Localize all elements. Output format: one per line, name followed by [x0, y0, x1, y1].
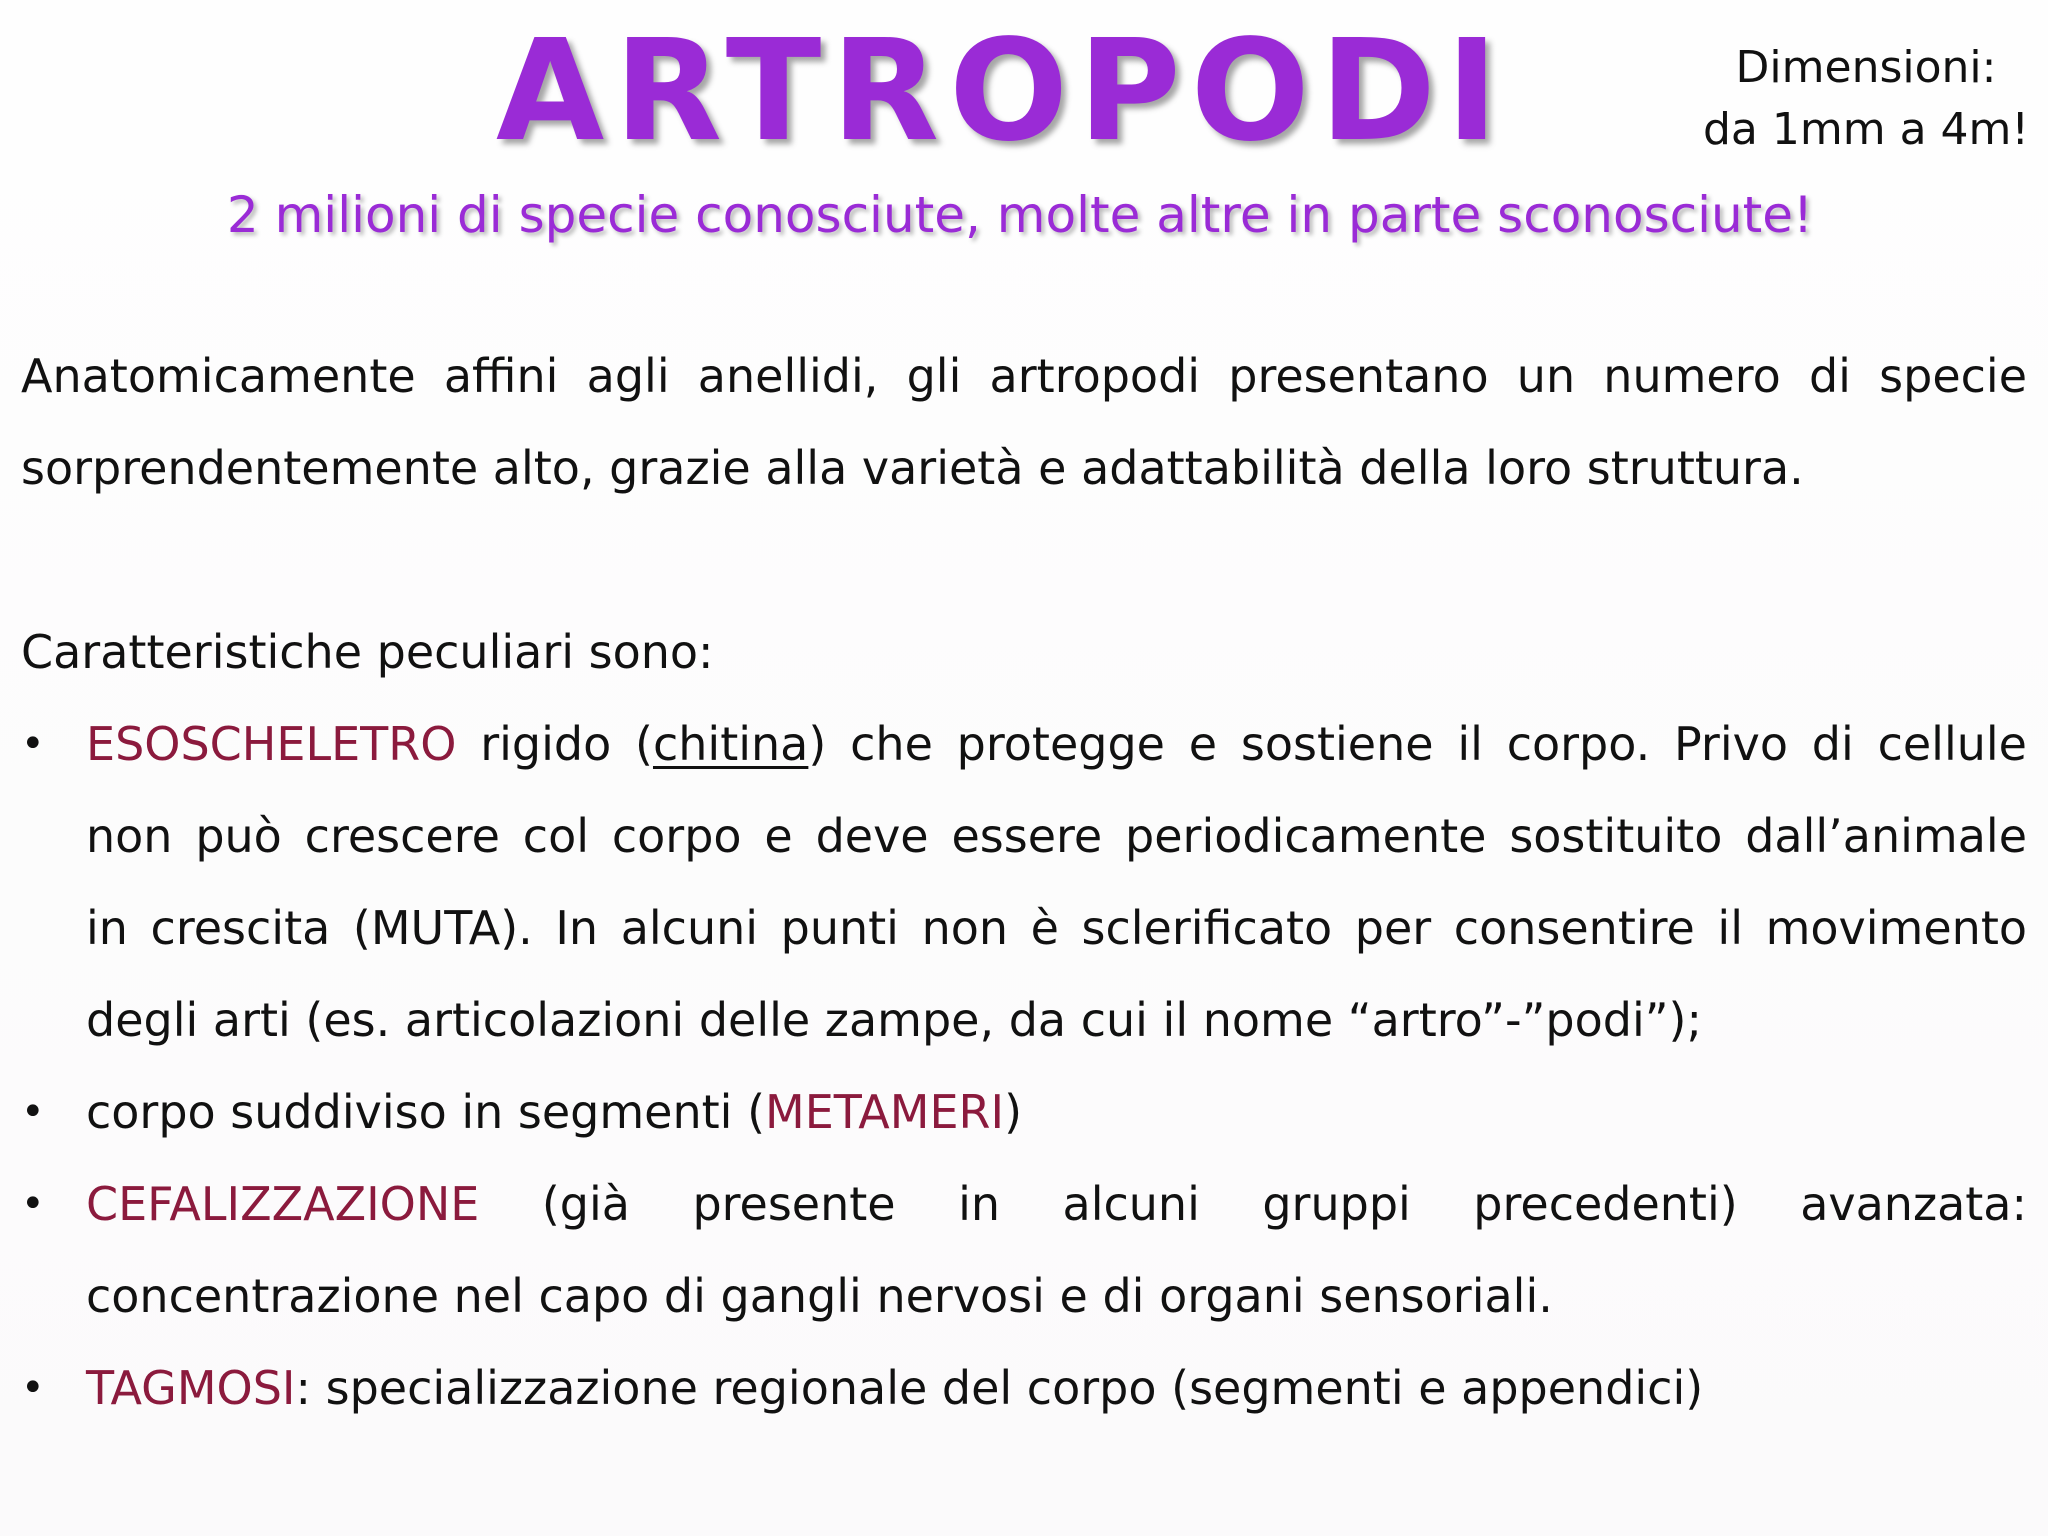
keyword-chitin: chitina: [652, 717, 809, 771]
features-heading: Caratteristiche peculiari sono:: [21, 625, 714, 679]
dimensions-note: [1696, 37, 2036, 161]
bullet-marker: •: [21, 1365, 45, 1411]
bullet-line: non può crescere col corpo e deve essere periodicamente sostituito dall’animale: [86, 809, 2027, 863]
bullet-marker: •: [21, 1089, 45, 1135]
bullet-line: [86, 1158, 2027, 1250]
bullet-text: rigido (: [456, 717, 653, 771]
bullet-marker: •: [21, 721, 45, 767]
bullet-text: (già presente in alcuni gruppi precedenti) avanzata:: [479, 1177, 2027, 1231]
bullet-line: in crescita (MUTA). In alcuni punti non è sclerificato per consentire il movimento: [86, 901, 2027, 955]
dimensions-label: Dimensioni:: [1735, 42, 1997, 93]
bullet-item-tagmosis: [21, 1342, 2027, 1434]
bullet-item-metamers: [21, 1066, 2027, 1158]
dimensions-range: da 1mm a 4m!: [1702, 104, 2030, 155]
term-cephalization: CEFALIZZAZIONE: [86, 1177, 480, 1231]
intro-line: Anatomicamente affini agli anellidi, gli artropodi presentano un numero di specie: [21, 349, 2027, 403]
bullet-text: corpo suddiviso in segmenti (: [86, 1085, 766, 1139]
intro-paragraph: [21, 330, 2027, 514]
term-tagmosis: TAGMOSI: [86, 1361, 296, 1415]
slide-title: ARTROPODI: [495, 10, 1509, 173]
bullet-line: degli arti (es. articolazioni delle zampe, da cui il nome “artro”-”podi”);: [86, 993, 1702, 1047]
bullet-line: concentrazione nel capo di gangli nervosi e di organi sensoriali.: [86, 1269, 1553, 1323]
intro-line: sorprendentemente alto, grazie alla varietà e adattabilità della loro struttura.: [21, 441, 1804, 495]
term-exoskeleton: ESOSCHELETRO: [86, 717, 457, 771]
bullet-text: ): [1004, 1085, 1023, 1139]
slide-subtitle: 2 milioni di specie conosciute, molte altre in parte sconosciute!: [226, 186, 1814, 244]
bullet-text: : specializzazione regionale del corpo (segmenti e appendici): [295, 1361, 1704, 1415]
bullet-line: [86, 698, 2027, 790]
bullet-line: [86, 1342, 2027, 1434]
term-metamers: METAMERI: [765, 1085, 1005, 1139]
bullet-text: ) che protegge e sostiene il corpo. Privo di cellule: [808, 717, 2027, 771]
bullet-item-cephalization: [21, 1158, 2027, 1342]
bullet-line: [86, 1066, 2027, 1158]
bullet-item-exoskeleton: [21, 698, 2027, 1066]
bullet-marker: •: [21, 1181, 45, 1227]
features-section: [21, 606, 2027, 1434]
